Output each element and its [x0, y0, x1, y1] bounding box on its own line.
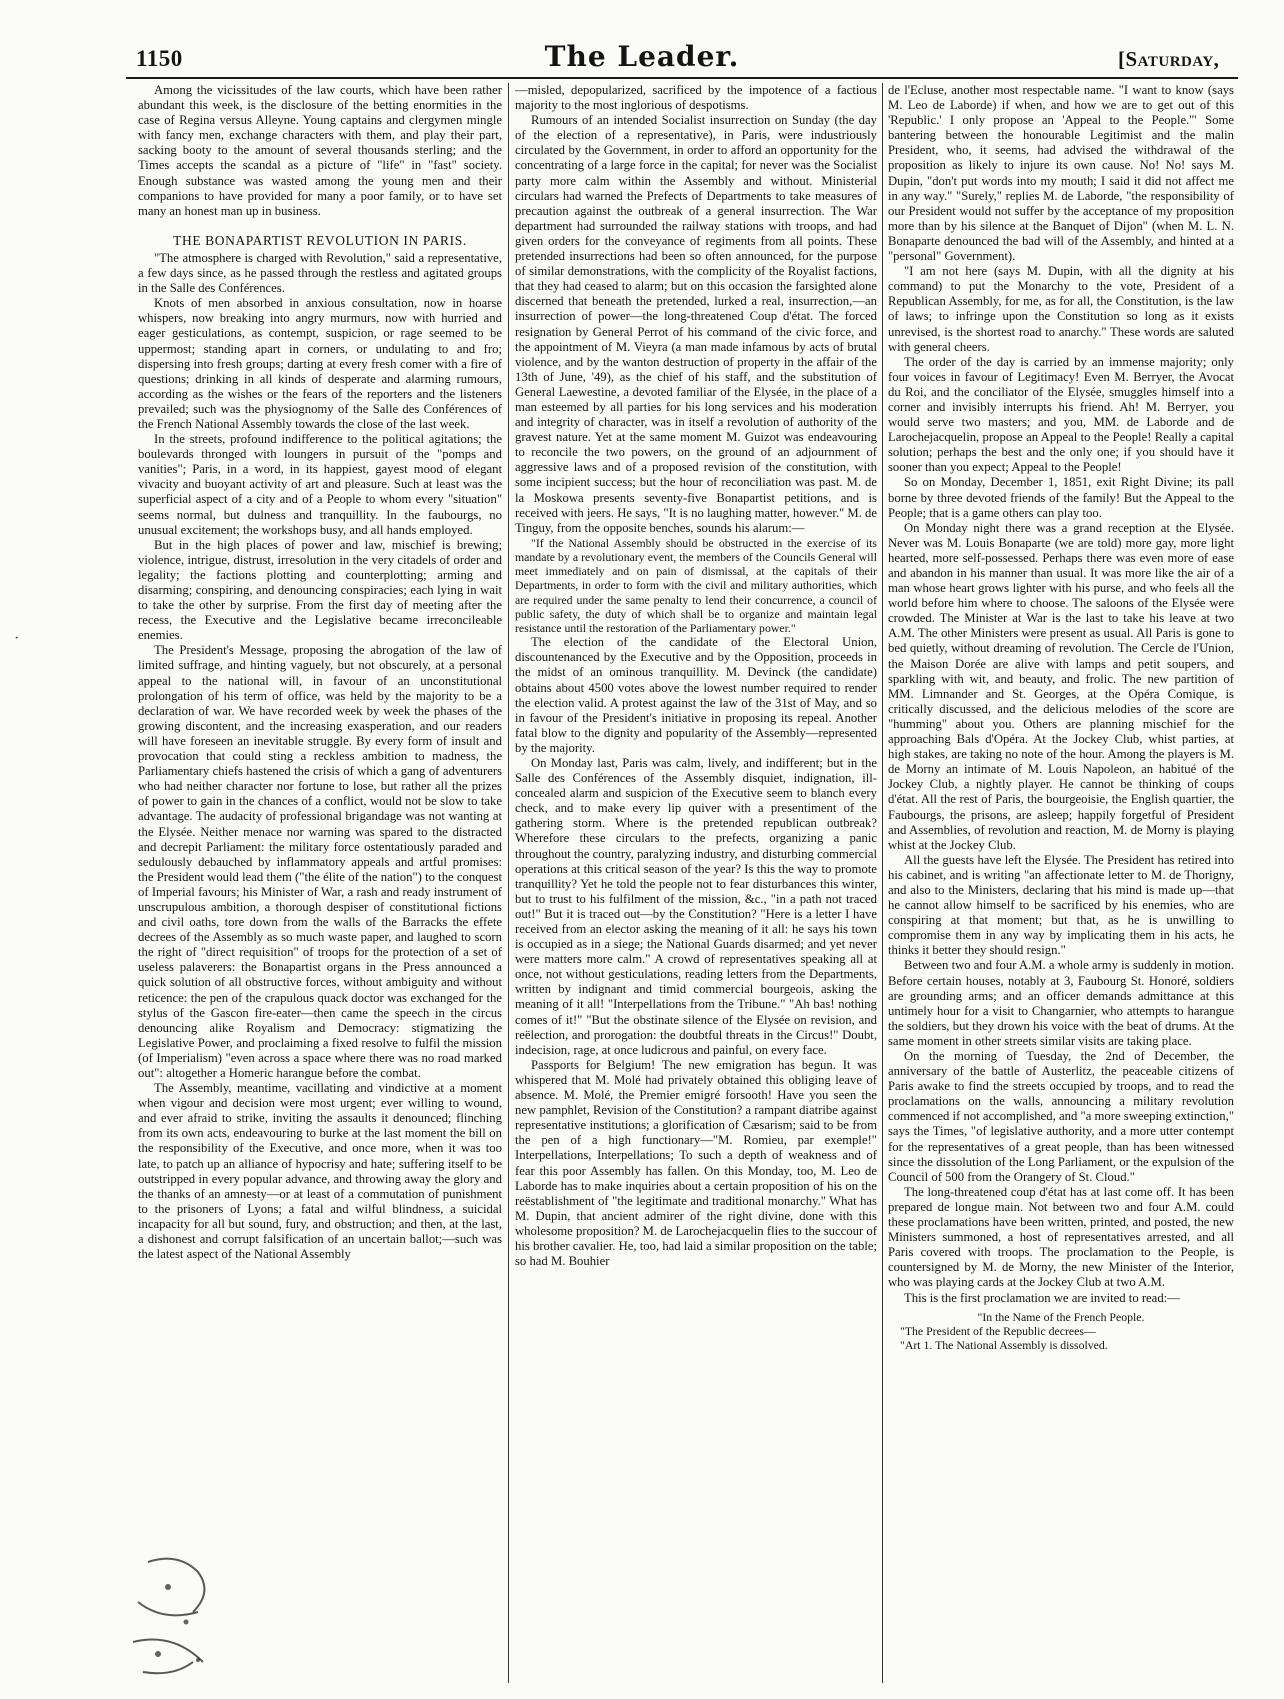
page-number: 1150 — [136, 46, 183, 71]
column-divider — [882, 83, 883, 1683]
column-divider — [508, 83, 509, 1683]
quoted-resolution: "If the National Assembly should be obstructed in the exercise of its mandate by a revolutionary event, the members of the Councils General will meet immediately and on pain of dismissal, at the capitals of their Departments, in order to form with the civil and military authorities, which are required under the same penalty to lend their concurrence, a council of public safety, the duty of which shall be to organize and maintain legal resistance until the restoration of the Parliamentary power." — [515, 535, 877, 636]
paragraph: "The atmosphere is charged with Revolution," said a representative, a few days since, as he passed through the restless and agitated groups in the Salle des Conférences. — [138, 250, 502, 296]
column-1 — [138, 83, 502, 1687]
paragraph: The President's Message, proposing the abrogation of the law of limited suffrage, and hinting vaguely, but not obscurely, at a personal appeal to the national will, in favour of an unconstitutional prolongation of his term of office, was held by the majority to be a declaration of war. We have recorded week by week the phases of the growing discontent, and the increasing exasperation, and our readers will have foreseen an inevitable struggle. By every form of insult and provocation that could sting a reckless ambition to madness, the Parliamentary chiefs hastened the crisis of which a gang of adventurers who had neither character nor fortune to lose, but rather all the prizes of power to gain in the chances of a conflict, would not be slow to take advantage. The audacity of professional brigandage was not wanting at the Elysée. Neither menace nor warning was spared to the distracted and decrepit Parliament: the military force ostentatiously paraded and sedulously debauched by inflammatory appeals and artful promises: the President would lead them ("the élite of the nation") to the conquest of Imperial favours; his Minister of War, a rash and ready instrument of unscrupulous ambition, a thorough despiser of constitutional fictions and civil oaths, tore down from the walls of the Barracks the effete decrees of the Assembly as so much waste paper, and laughed to scorn the right of "direct requisition" of troops for the protection of a set of useless palaverers: the Bonapartist organs in the Press announced a quick solution of all obstructive forces, without ambiguity and without reticence: the pen of the crapulous quack doctor was exchanged for the stylus of the Gascon fire-eater—then came the speech in the circus denouncing alike Royalism and Democracy: stigmatizing the Legislative Power, and proclaiming a fixed resolve to fulfil the mission (of Imperialism) "even across a space where there was no road marked out": altogether a Homeric harangue before the combat. — [138, 643, 502, 1080]
paragraph: The Assembly, meantime, vacillating and vindictive at a moment when vigour and decision were most urgent; ever willing to wound, and ever afraid to strike, inviting the assaults it denounced; flinching from its own acts, endeavouring to burke at the last moment the bill on the responsibility of the Executive, and once more, when it was too late, to patch up an alliance of hypocrisy and hate; suffering itself to be outstripped in every popular advance, and throwing away the glory and the thanks of an amnesty—or at least of a commutation of punishment to the prisoners of Lyons; a fatal and wilful blindness, a suicidal incapacity for all but sound, fury, and obstruction; and then, at the last, a dishonest and corrupt falsification of an uncertain ballot;—such was the latest aspect of the National Assembly — [138, 1081, 502, 1262]
paragraph: Between two and four A.M. a whole army is suddenly in motion. Before certain houses, notably at 3, Faubourg St. Honoré, soldiers are grounding arms; and an officer demands admittance at this untimely hour for a visit to Changarnier, who attempts to harangue the soldiers, but they drown his voice with the beat of drums. At the same moment in other streets similar visits are taking place. — [888, 958, 1234, 1048]
paragraph: The election of the candidate of the Electoral Union, discountenanced by the Executive and by the Opposition, proceeds in the midst of an ominous tranquillity. M. Devinck (the candidate) obtains about 4500 votes above the lowest number required to render the election valid. A protest against the law of the 31st of May, and so in favour of the President's initiative in proposing its repeal. Another fatal blow to the dignity and popularity of the Assembly—represented by the majority. — [515, 635, 877, 755]
paragraph: All the guests have left the Elysée. The President has retired into his cabinet, and is writing "an affectionate letter to M. de Thorigny, and also to the Ministers, declaring that his mind is made up—that he cannot allow himself to be sacrificed by his enemies, who are conspiring at that moment; but that, as he is unwilling to compromise them in any way by implicating them in his acts, he thinks it better they should resign." — [888, 852, 1234, 958]
proclamation-line: "In the Name of the French People. — [977, 1309, 1145, 1324]
intro-paragraph: Among the vicissitudes of the law courts, which have been rather abundant this week, is the disclosure of the betting enormities in the case of Regina versus Alleyne. Young captains and clergymen mingle with fancy men, exchange characters with them, and play their part, sacking booty to the amount of several thousands sterling; and the Times accepts the scandal as a picture of "life" in "fast" society. Enough substance was wasted among the young men and their companions to have provided for many a poor family, or to have set many an honest man up in business. — [138, 83, 502, 218]
paragraph: On Monday night there was a grand reception at the Elysée. Never was M. Louis Bonaparte (we are told) more gay, more light hearted, more self-possessed. Perhaps there was even more of ease and abandon in his manner than usual. It was more like the air of a man whose heart grows lighter with his purse, and who feels all the world before him where to choose. The saloons of the Elysée were crowded. The Minister at War is the last to take his leave at two A.M. The other Ministers were present as usual. All Paris is gone to bed quietly, without dreaming of revolution. The Cercle de l'Union, the Maison Dorée are alive with lamps and petit soupers, and sparkling with wit, and beauty, and frolic. The new partition of MM. Limnander and St. Georges, at the Opéra Comique, is critically discussed, and the delicious melodies of the score are "humming" about you. Others are planning mischief for the approaching Bals d'Opéra. At the Jockey Club, whist parties, at high stakes, are taking no note of the hour. Among the players is M. de Morny an intimate of M. Louis Napoleon, an habitué of the Jockey Club, a nightly player. He cannot be thinking of coups d'état. All the rest of Paris, the bourgeoisie, the English quartier, the Faubourgs, the prisons, are asleep; happily forgetful of President and Assemblies, of revolution and reaction, M. de Morny is playing whist at the Jockey Club. — [888, 520, 1234, 852]
column-2 — [515, 83, 877, 1687]
header-rule — [126, 77, 1238, 79]
paragraph: So on Monday, December 1, 1851, exit Right Divine; its pall borne by three devoted friends of the family! But the Appeal to the People; that is a game others can play too. — [888, 475, 1234, 520]
paragraph: The long-threatened coup d'état has at last come off. It has been prepared de longue main. Not between two and four A.M. could these proclamations have been written, printed, and posted, the new Ministers summoned, a host of representatives arrested, and all Paris covered with troops. The proclamation to the People, is countersigned by M. de Morny, the new Minister of the Interior, who was playing cards at the Jockey Club at two A.M. — [888, 1184, 1234, 1290]
paragraph: Passports for Belgium! The new emigration has begun. It was whispered that M. Molé had privately obtained this obliging leave of absence. M. Molé, the Premier emigré forsooth! Have you seen the new pamphlet, Revision of the Constitution? a rampant diatribe against representative institutions; a glorification of Cæsarism; said to be from the pen of a high functionary—"M. Romieu, par exemple!" Interpellations, Interpellations; To such a depth of weakness and of fear this poor Assembly has fallen. On this Monday, too, M. Leo de Laborde has to make inquiries about a certain proposition of his on the reëstablishment of "the legitimate and traditional monarchy." What has M. Dupin, that ancient admirer of the right divine, done with this wholesome proposition? M. de Larochejacquelin flies to the succour of his brother cavalier. He, too, had laid a similar proposition on the table; so had M. Bouhier — [515, 1057, 877, 1269]
paragraph: But in the high places of power and law, mischief is brewing; violence, intrigue, distrust, irresolution in the very citadels of order and legality; the factions plotting and counterplotting; arming and disarming; conspiring, and denouncing conspiracies; each lying in wait to take the other by surprise. From the first day of meeting after the recess, the Executive and the Legislative became irreconcileable enemies. — [138, 537, 502, 643]
proclamation-line: "Art 1. The National Assembly is dissolved. — [900, 1338, 1108, 1353]
paragraph: Knots of men absorbed in anxious consultation, now in hoarse whispers, now breaking into angry murmurs, now with hurried and eager gesticulations, as contempt, suspicion, or rage seemed to be uppermost; standing apart in corners, or undulating to and fro; dispersing into fresh groups; darting at every fresh comer with a fire of questions; drinking in all kinds of desperate and alarming rumours, according as the wishes or the fears of the reporters and the listeners prevailed; such was the physiognomy of the Salle des Conférences of the French National Assembly towards the close of the last week. — [138, 296, 502, 431]
article-title: THE BONAPARTIST REVOLUTION IN PARIS. — [173, 232, 467, 248]
proclamation-line: "The President of the Republic decrees— — [900, 1324, 1096, 1338]
issue-day: [Saturday, — [1118, 47, 1220, 71]
paragraph: The order of the day is carried by an immense majority; only four voices in favour of Legitimacy! Even M. Berryer, the Avocat du Roi, and the conciliator of the Elysée, smuggles himself into a corner and invisibly interrupts his friend. Ah! M. Berryer, you would serve two masters; and you, MM. de Laborde and de Larochejacquelin, propose an Appeal to the People! Really a capital solution; perhaps the best and the only one; if you should have it sooner than you expect; Appeal to the People! — [888, 354, 1234, 475]
paragraph: On Monday last, Paris was calm, lively, and indifferent; but in the Salle des Conférences of the Assembly disquiet, indignation, ill-concealed alarm and suspicion of the Executive seem to blanch every check, and to make every lip quiver with a presentiment of the gathering storm. Where is the pretended republican outbreak? Wherefore these circulars to the prefects, organizing a panic throughout the country, paralyzing industry, and disturbing commercial operations at this critical season of the year? Is this the way to promote tranquillity? Yet he told the people not to fear disturbances this winter, but to trust to his fulfilment of the mission, &c., "in a path not traced out!" But it is traced out—by the Constitution? "Here is a letter I have received from an elector asking the meaning of it all: he says his town is occupied as in a siege; the National Guards disarmed; and yet never were matters more calm." A crowd of representatives speaking all at once, not without gesticulations, reading letters from the Departments, written by indignant and timid commercial bourgeois, asking the meaning of it all! "Interpellations from the Tribune." "Ah bas! nothing comes of it!" "But the obstinate silence of the Elysée on revision, and reëlection, and prorogation: the doubtful threats in the Circus!" Doubt, indecision, rage, at once ludicrous and painful, on every face. — [515, 755, 877, 1057]
paragraph: In the streets, profound indifference to the political agitations; the boulevards thronged with loungers in pursuit of the "pomps and vanities"; Paris, in a word, in its happiest, gayest mood of elegant vivacity and buoyant activity of art and pleasure. Such at least was the superficial aspect of a city and of a People to whom every "situation" seems normal, but dulness and tranquillity. In the faubourgs, no unusual excitement; the workshops busy, and all hands employed. — [138, 432, 502, 537]
page-header — [0, 40, 1284, 80]
paragraph: On the morning of Tuesday, the 2nd of December, the anniversary of the battle of Austerlitz, the peaceable citizens of Paris awake to find the streets occupied by troops, and to read the proclamations on the walls, announcing a military revolution commenced if not accomplished, and "a more sweeping extinction," says the Times, "of legislative authority, and a more utter contempt for the representatives of a great people, than has been witnessed since the dissolution of the Long Parliament, or the expulsion of the Council of 500 from the Orangery of St. Cloud." — [888, 1049, 1234, 1184]
proclamation — [888, 1310, 1234, 1353]
paragraph: "I am not here (says M. Dupin, with all the dignity at his command) to put the Monarchy to the vote, President of a Republican Assembly, for me, as for all, the Constitution, is the law of laws; to infringe upon the Constitution so long as it exists unrevised, is the shortest road to anarchy." These words are saluted with general cheers. — [888, 264, 1234, 354]
paragraph: de l'Ecluse, another most respectable name. "I want to know (says M. Leo de Laborde) if when, and how we are to get out of this 'Republic.' I only propose an 'Appeal to the People.'" Some bantering between the honourable Legitimist and the malin President, who, it seems, had advised the withdrawal of the proposition as likely to injure its own cause. No! No! says M. Dupin, "don't put words into my mouth; I said it did not affect me in any way." "Surely," replies M. de Laborde, "the responsibility of our President would not suffer by the acceptance of my proposition more than by his silence at the Banquet of Dijon" (when M. L. N. Bonaparte denounced the bad will of the Assembly, and hinted at a "personal" Government). — [888, 83, 1234, 264]
paragraph: Rumours of an intended Socialist insurrection on Sunday (the day of the election of a representative), in Paris, were industriously circulated by the Government, in order to afford an opportunity for the concentrating of a large force in the capital; for never was the Socialist party more calm within the Assembly and without. Ministerial circulars had warned the Prefects of Departments to take measures of precaution against the outbreak of a general insurrection. The War department had surrounded the railway stations with troops, and had given orders for the conveyance of regiments from all points. These pretended insurrections had been so often announced, for the purpose of similar demonstrations, with the complicity of the Royalist factions, that they had ceased to alarm; but on this occasion the farsighted alone discerned that beneath the pretended, lurked a real, insurrection,—an insurrection of power—the long-threatened Coup d'état. The forced resignation by General Perrot of his command of the civic force, and the appointment of M. Vieyra (a man made infamous by acts of brutal violence, and by the wanton destruction of property in the affair of the 13th of June, '49), as the chief of his staff, and the substitution of General Laewestine, a devoted familiar of the Elysée, in the place of a man esteemed by all parties for his long services and his moderation and integrity of character, was in itself a revolution of authority of the gravest nature. Yet at the same moment M. Guizot was endeavouring to reconcile the two powers, on the ground of an adjournment of aggressive laws and of a proposed revision of the constitution, with some incipient success; but the hour of reconciliation was past. M. de la Moskowa presents seventy-five Bonapartist petitions, and is received with jeers. He says, "It is no laughing matter, however." M. de Tinguy, from the opposite benches, sounds his alarum:— — [515, 113, 877, 535]
masthead-title: The Leader. — [544, 40, 740, 73]
column-3 — [888, 83, 1234, 1687]
margin-mark: · — [14, 630, 20, 647]
paragraph: This is the first proclamation we are invited to read:— — [904, 1290, 1180, 1305]
paragraph: —misled, depopularized, sacrificed by the impotence of a factious majority to the most inglorious of despotisms. — [515, 83, 877, 113]
